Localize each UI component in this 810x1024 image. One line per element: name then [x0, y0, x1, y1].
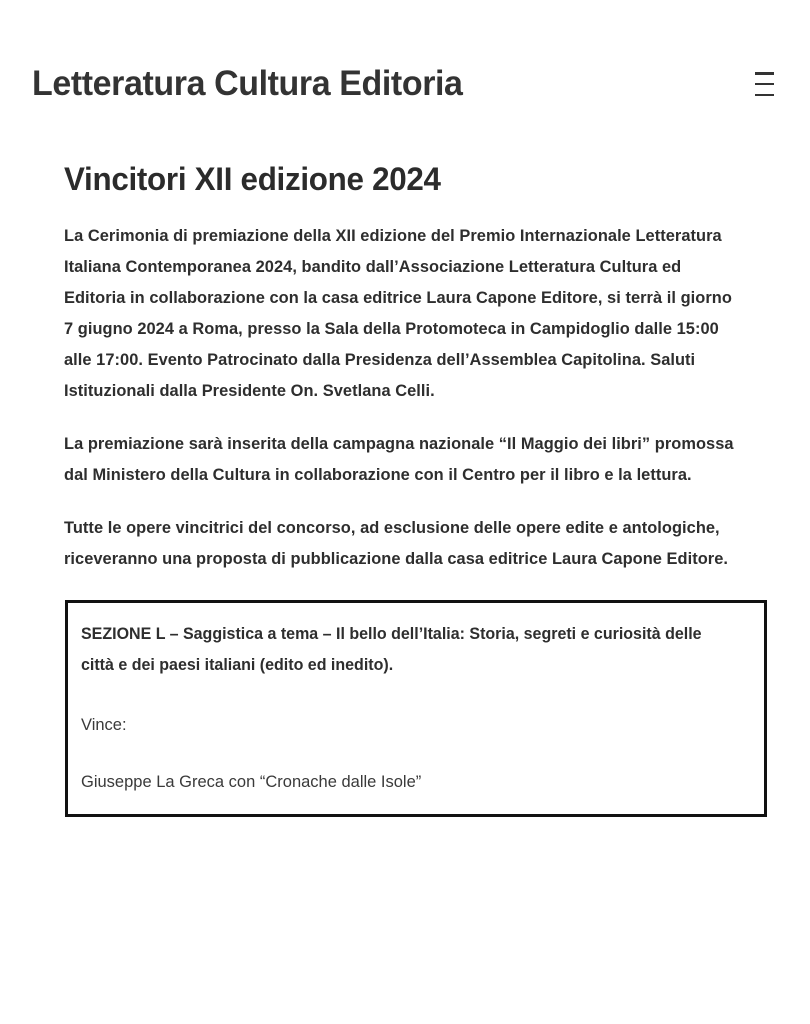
entry-content [64, 220, 762, 574]
site-header [0, 0, 810, 160]
page-title: Vincitori XII edizione 2024 [64, 161, 441, 197]
paragraph-intro: La Cerimonia di premiazione della XII edizione del Premio Internazionale Letteratura Italiana Contemporanea 2024, bandito dall’Associazione Letteratura Cultura ed Editoria in collaborazione con la casa editrice Laura Capone Editore, si terrà il giorno 7 giugno 2024 a Roma, presso la Sala della Protomoteca in Campidoglio dalle 15:00 alle 17:00. Evento Patrocinato dalla Presidenza dell’Assemblea Capitolina. Saluti Istituzionali dalla Presidente On. Svetlana Celli. [64, 226, 732, 401]
paragraph-pubblicazione: Tutte le opere vincitrici del concorso, ad esclusione delle opere edite e antologiche, riceveranno una proposta di pubblicazione dalla casa editrice Laura Capone Editore. [64, 518, 729, 569]
winner-name: Giuseppe La Greca con “Cronache dalle Isole” [81, 773, 422, 792]
paragraph-campagna: La premiazione sarà inserita della campagna nazionale “Il Maggio dei libri” promossa dal Ministero della Cultura in collaborazione con il Centro per il libro e la lettura. [64, 434, 734, 485]
vince-label: Vince: [81, 716, 127, 735]
page-main [0, 160, 810, 817]
hamburger-bar-bottom [755, 94, 774, 97]
section-l-box [65, 600, 767, 817]
hamburger-menu-icon[interactable] [751, 72, 777, 96]
section-l-heading: SEZIONE L – Saggistica a tema – Il bello dell’Italia: Storia, segreti e curiosità delle città e dei paesi italiani (edito ed inedito). [81, 625, 702, 675]
hamburger-bar-top [755, 72, 774, 75]
hamburger-bar-middle [755, 83, 774, 86]
site-title[interactable]: Letteratura Cultura Editoria [32, 64, 463, 103]
